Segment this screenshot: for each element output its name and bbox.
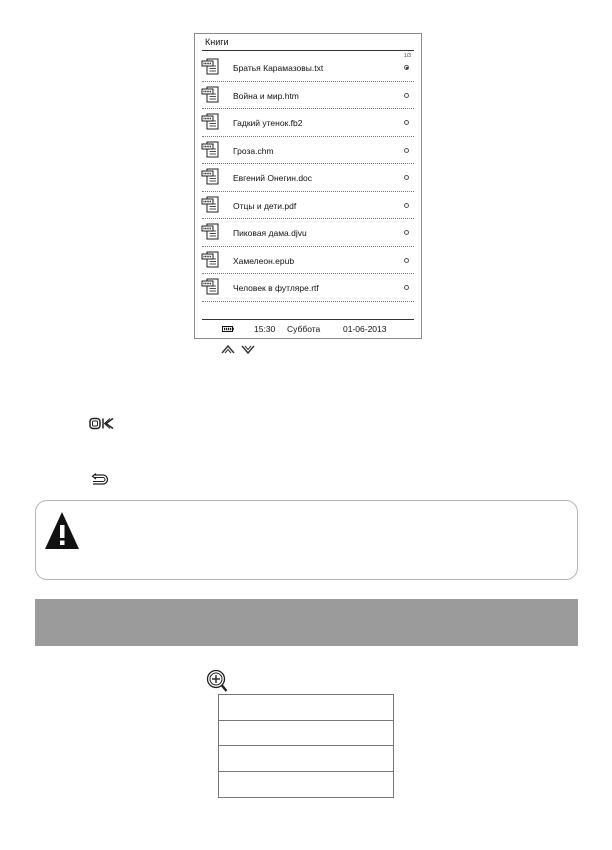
list-item[interactable] [195, 274, 421, 302]
file-name: Отцы и дети.pdf [233, 200, 297, 211]
file-name: Хамелеон.epub [233, 255, 295, 266]
file-list [195, 54, 421, 302]
table-row [219, 721, 393, 747]
ok-button-icon [89, 417, 115, 430]
table-row [219, 695, 393, 721]
warning-note [35, 500, 578, 580]
list-item[interactable] [195, 247, 421, 275]
epub-file-icon [201, 251, 221, 269]
section-header-bar [35, 599, 578, 646]
pdf-file-icon [201, 196, 221, 214]
list-item[interactable] [195, 54, 421, 82]
fb2-file-icon [201, 113, 221, 131]
title-divider [202, 50, 414, 51]
status-bar [195, 324, 421, 336]
file-name: Гадкий утенок.fb2 [233, 118, 303, 128]
up-down-arrows-icon [220, 343, 260, 355]
zoom-icon [206, 669, 228, 693]
txt-file-icon [201, 58, 221, 76]
file-name: Пиковая дама.djvu [233, 228, 307, 238]
radio-unselected[interactable] [404, 148, 409, 153]
list-item[interactable] [195, 219, 421, 247]
file-name: Братья Карамазовы.txt [233, 63, 324, 73]
screen-title: Книги [205, 37, 229, 47]
list-item[interactable] [195, 164, 421, 192]
list-item[interactable] [195, 82, 421, 110]
djvu-file-icon [201, 223, 221, 241]
radio-unselected[interactable] [404, 203, 409, 208]
doc-file-icon [201, 168, 221, 186]
status-divider [202, 319, 414, 320]
htm-file-icon [201, 86, 221, 104]
page-indicator: 1/3 [404, 53, 411, 59]
status-day: Суббота [287, 324, 321, 334]
radio-selected[interactable] [404, 65, 409, 70]
radio-unselected[interactable] [404, 93, 409, 98]
status-time: 15:30 [254, 324, 276, 334]
list-item[interactable] [195, 109, 421, 137]
back-arrow-icon [90, 473, 110, 486]
file-name: Человек в футляре.rtf [233, 283, 319, 293]
radio-unselected[interactable] [404, 120, 409, 125]
file-name: Гроза.chm [233, 145, 274, 156]
chm-file-icon [201, 141, 221, 159]
rtf-file-icon [201, 278, 221, 296]
radio-unselected[interactable] [404, 258, 409, 263]
file-name: Евгений Онегин.doc [233, 173, 313, 183]
zoom-options-table [218, 694, 394, 798]
ereader-screen [194, 33, 422, 339]
table-row [219, 746, 393, 772]
battery-icon [222, 326, 234, 332]
file-name: Война и мир.htm [233, 90, 299, 101]
radio-unselected[interactable] [404, 230, 409, 235]
table-row [219, 772, 393, 798]
radio-unselected[interactable] [404, 285, 409, 290]
warning-icon [43, 509, 81, 551]
radio-unselected[interactable] [404, 175, 409, 180]
status-date: 01-06-2013 [343, 324, 387, 334]
list-item[interactable] [195, 192, 421, 220]
list-item[interactable] [195, 137, 421, 165]
